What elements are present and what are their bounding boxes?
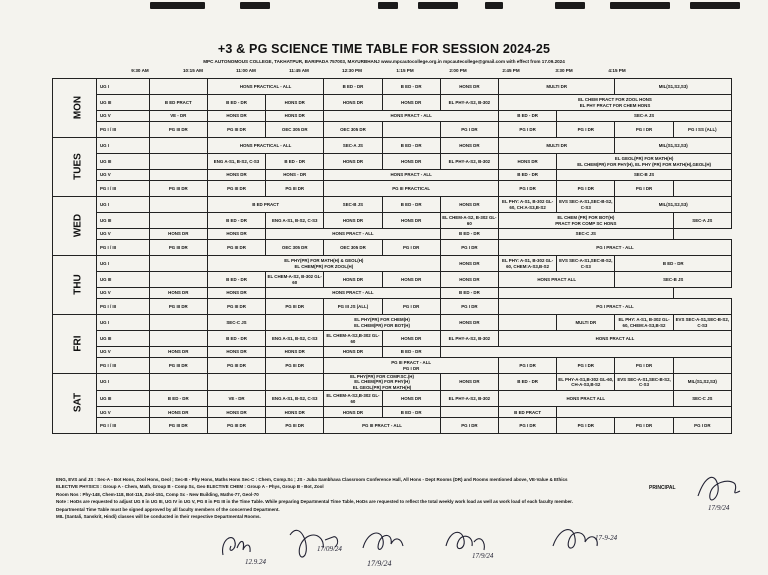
- schedule-cell: B ED - DR: [382, 407, 440, 418]
- schedule-cell: HONS DR: [266, 407, 324, 418]
- schedule-cell: EL CHEM-A-S2,B-302 GL-60: [324, 331, 382, 347]
- schedule-cell: B ED - DR: [324, 79, 382, 95]
- schedule-cell: HONS DR: [207, 288, 265, 299]
- table-row: [53, 347, 732, 358]
- schedule-cell: PG III DR: [266, 299, 324, 315]
- schedule-cell: PG I DR: [498, 358, 556, 374]
- schedule-cell: HONS DR: [382, 272, 440, 288]
- schedule-cell: HONS DR: [266, 111, 324, 122]
- table-row: [53, 170, 732, 181]
- class-label: UG I: [96, 256, 149, 272]
- schedule-cell: PG I DR: [673, 418, 731, 434]
- principal-signature-date: 17/9/24: [708, 504, 730, 512]
- schedule-cell: PG III DR: [266, 181, 324, 197]
- schedule-cell: B ED - DR: [382, 197, 440, 213]
- signature-1-date: 12.9.24: [245, 558, 266, 566]
- schedule-cell: VE - DR: [149, 111, 207, 122]
- schedule-cell: SEC-C JS: [673, 391, 731, 407]
- schedule-cell: [149, 197, 207, 213]
- schedule-cell: SEC-A JS: [557, 111, 732, 122]
- schedule-cell: PG I SS (ALL): [673, 122, 731, 138]
- note-line: MIL (Santali, Sanskrit, Hindi) classes will be conducted in their respective Departmental Rooms.: [56, 514, 261, 520]
- schedule-cell: [149, 213, 207, 229]
- table-row: [53, 256, 732, 272]
- schedule-cell: MIL(S1,S2,S3): [673, 374, 731, 391]
- schedule-cell: OEC 305 DR: [324, 240, 382, 256]
- schedule-cell: EL PHY-A-S2, B-302: [440, 391, 498, 407]
- schedule-cell: [149, 138, 207, 154]
- schedule-cell: EL CHEM-A-S2, B-302 GL-60: [440, 213, 498, 229]
- schedule-cell: HONS DR: [324, 407, 382, 418]
- schedule-cell: PG I DR: [557, 181, 615, 197]
- time-slot: 9:30 AM: [131, 68, 149, 73]
- schedule-cell: HONS DR: [324, 272, 382, 288]
- schedule-cell: B ED - DR: [498, 374, 556, 391]
- schedule-cell: PG III DR: [149, 418, 207, 434]
- schedule-cell: SEC-B JS: [324, 197, 382, 213]
- schedule-cell: PG I DR: [440, 418, 498, 434]
- table-row: [53, 299, 732, 315]
- class-label: UG III: [96, 391, 149, 407]
- schedule-cell: [498, 288, 673, 299]
- schedule-cell: PG I PRACT - ALL: [498, 299, 731, 315]
- class-label: UG I: [96, 374, 149, 391]
- signature-5: [545, 512, 635, 567]
- schedule-cell: EL PHY-A-S2, B-302: [440, 95, 498, 111]
- schedule-cell: HONS DR: [149, 288, 207, 299]
- schedule-cell: EL PHY-A-S2, B-302: [440, 331, 498, 347]
- time-slot: 10:15 AM: [183, 68, 203, 73]
- schedule-cell: HONS DR: [324, 347, 382, 358]
- schedule-cell: PG III DR: [207, 358, 265, 374]
- schedule-cell: HONS DR: [149, 229, 207, 240]
- schedule-cell: B ED - DR: [207, 272, 265, 288]
- table-row: [53, 213, 732, 229]
- class-label: UG III: [96, 95, 149, 111]
- schedule-cell: HONS DR: [382, 331, 440, 347]
- schedule-cell: HONS DR: [207, 229, 265, 240]
- table-row: [53, 418, 732, 434]
- schedule-cell: B ED PRACT: [207, 197, 323, 213]
- schedule-cell: EL CHEM (PR) FOR BOT(H) PRACT FOR COMP SC HONS: [498, 213, 673, 229]
- schedule-cell: PG I DR: [440, 240, 498, 256]
- schedule-cell: [149, 154, 207, 170]
- schedule-cell: EVS SEC-A-S1,SEC-B-S2, C-S3: [557, 197, 615, 213]
- schedule-cell: B ED - DR: [207, 95, 265, 111]
- schedule-cell: HONS - DR: [266, 170, 324, 181]
- schedule-cell: [557, 407, 732, 418]
- table-row: [53, 331, 732, 347]
- note-line: Departmental Time Table must be signed approved by all faculty members of the concerned Department.: [56, 506, 280, 512]
- schedule-cell: PG III DR: [207, 418, 265, 434]
- schedule-cell: HONS DR: [149, 347, 207, 358]
- class-label: UG V: [96, 170, 149, 181]
- table-row: [53, 391, 732, 407]
- schedule-cell: PG III DR: [149, 240, 207, 256]
- schedule-cell: HONS DR: [266, 95, 324, 111]
- schedule-cell: EVS SEC-A-S1,SEC-B-S2, C-S3: [615, 374, 673, 391]
- schedule-cell: MIL(S1,S2,S3): [615, 79, 732, 95]
- schedule-cell: HONS DR: [324, 213, 382, 229]
- class-label: UG V: [96, 347, 149, 358]
- schedule-cell: B ED - DR: [207, 331, 265, 347]
- schedule-cell: HONS PRACT - ALL: [324, 111, 499, 122]
- schedule-cell: PG III DR: [207, 299, 265, 315]
- schedule-cell: OEC 305 DR: [266, 122, 324, 138]
- schedule-cell: HONS DR: [440, 315, 498, 331]
- schedule-cell: OEC 305 DR: [324, 122, 382, 138]
- schedule-cell: B ED - DR: [266, 154, 324, 170]
- schedule-cell: HONS DR: [207, 347, 265, 358]
- schedule-cell: HONS DR: [266, 347, 324, 358]
- schedule-cell: [498, 315, 556, 331]
- class-label: UG I: [96, 79, 149, 95]
- schedule-cell: MIL(S1,S2,S3): [615, 138, 732, 154]
- class-label: UG V: [96, 111, 149, 122]
- class-label: UG III: [96, 213, 149, 229]
- principal-label: PRINCIPAL: [649, 485, 676, 491]
- schedule-cell: HONS PRACT ALL: [498, 391, 673, 407]
- schedule-cell: [266, 315, 324, 331]
- time-slot: 1:15 PM: [396, 68, 414, 73]
- note-line: ENG, EVS and JS : Sec-A - Bot Hons, Zool Hons, Geol ; Sec-B - Phy Hons, Maths Hons Sec-C : Chem, Comp.Sc ; JS - Juba Sambhava Classroom Conference Hall, All Hons - Dept Rooms (DR) and Rooms mentioned above, VE-Value & Ethics: [56, 477, 568, 482]
- schedule-cell: EL PHY(PR) FOR MATH(H) & GEOL(H) EL CHEM(PR) FOR ZOOL(H): [207, 256, 440, 272]
- time-slot: 2:45 PM: [502, 68, 520, 73]
- signature-5-date: 17-9-24: [595, 534, 618, 542]
- schedule-cell: PG I DR: [498, 122, 556, 138]
- schedule-cell: HONS DR: [382, 213, 440, 229]
- schedule-cell: B ED - DR: [382, 79, 440, 95]
- schedule-cell: PG I DR: [382, 299, 440, 315]
- schedule-cell: HONS DR: [440, 272, 498, 288]
- schedule-cell: B ED - DR: [207, 213, 265, 229]
- schedule-cell: [149, 331, 207, 347]
- signature-3-date: 17/9/24: [367, 559, 392, 568]
- schedule-cell: PG III DR: [149, 181, 207, 197]
- schedule-cell: EL PHY: A-S1, B-302 GL-60, CHEM:A-S3,B-S2: [498, 256, 556, 272]
- schedule-cell: EL CHEM-A-S2,B-302 GL-60: [324, 391, 382, 407]
- schedule-cell: PG III DR: [149, 122, 207, 138]
- day-label: FRI: [72, 334, 84, 352]
- table-row: [53, 374, 732, 391]
- schedule-cell: PG III DR: [266, 418, 324, 434]
- schedule-cell: B ED - DR: [498, 170, 556, 181]
- schedule-cell: PG III JS (ALL): [324, 299, 382, 315]
- signature-2-date: 17/09/24: [317, 545, 342, 553]
- schedule-cell: [149, 272, 207, 288]
- table-row: [53, 315, 732, 331]
- table-row: [53, 138, 732, 154]
- schedule-cell: PG I DR: [557, 122, 615, 138]
- schedule-cell: MULTI DR: [498, 79, 614, 95]
- class-label: UG V: [96, 229, 149, 240]
- schedule-cell: [382, 122, 440, 138]
- schedule-cell: HONS DR: [382, 95, 440, 111]
- schedule-cell: ENG A-S1, B-S2, C-S3: [266, 331, 324, 347]
- schedule-cell: ENG A-S1, B-S2, C-S3: [207, 154, 265, 170]
- schedule-cell: B ED - DR: [440, 288, 498, 299]
- time-slot: 2:00 PM: [449, 68, 467, 73]
- day-label: TUES: [72, 152, 84, 180]
- table-row: [53, 288, 732, 299]
- schedule-cell: EL CHEM PRACT FOR ZOOL HONS EL PHY PRACT FOR CHEM HONS: [498, 95, 731, 111]
- class-label: UG I: [96, 197, 149, 213]
- schedule-cell: HONS DR: [440, 138, 498, 154]
- schedule-cell: EL PHY: A-S1, B-302 GL-60, CHEM:A-S3,B-S2: [615, 315, 673, 331]
- schedule-cell: PG I DR: [498, 181, 556, 197]
- schedule-cell: PG I DR: [615, 418, 673, 434]
- schedule-cell: B ED - DR: [498, 111, 556, 122]
- schedule-cell: [149, 79, 207, 95]
- schedule-cell: HONS DR: [440, 374, 498, 391]
- class-label: PG I / III: [96, 240, 149, 256]
- signature-4: [440, 520, 520, 570]
- schedule-cell: [149, 315, 207, 331]
- table-row: [53, 407, 732, 418]
- table-row: [53, 358, 732, 374]
- class-label: UG I: [96, 315, 149, 331]
- schedule-cell: B ED - DR: [615, 256, 732, 272]
- schedule-cell: EL PHY(PR) FOR COMP.SC.(H) EL CHEM(PR) FOR PHY(H) EL GEOL(PR) FOR MATH(H): [324, 374, 440, 391]
- schedule-cell: EVS SEC-A-S1,SEC-B-S2, C-S3: [557, 256, 615, 272]
- class-label: UG III: [96, 331, 149, 347]
- signature-1: [215, 520, 275, 570]
- schedule-cell: HONS DR: [207, 170, 265, 181]
- schedule-cell: EL CHEM-A-S2, B-302 GL-60: [266, 272, 324, 288]
- schedule-cell: HONS DR: [382, 154, 440, 170]
- schedule-cell: MULTI DR: [557, 315, 615, 331]
- table-row: [53, 272, 732, 288]
- page-title: +3 & PG SCIENCE TIME TABLE FOR SESSION 2024-25: [217, 42, 551, 56]
- schedule-cell: PG III PRACT - ALL: [324, 418, 440, 434]
- schedule-cell: HONS PRACT - ALL: [266, 229, 441, 240]
- note-line: Note : HoDs are requested to adjust UG II in UG III, UG IV in UG V, PG II in PG III in the Time Table. While preparing Departmental Time Table, HoDs are requested to reflect the total weekly work load as well as work load of each faculty member.: [56, 499, 573, 505]
- schedule-cell: EL PHY: A-S1, B-302 GL-60, CH:A-S3,B-S2: [498, 197, 556, 213]
- schedule-cell: HONS DR: [440, 79, 498, 95]
- day-label: MON: [72, 95, 84, 119]
- schedule-cell: [440, 407, 498, 418]
- schedule-cell: HONS PRACT ALL: [498, 272, 614, 288]
- schedule-cell: OEC 305 DR: [266, 240, 324, 256]
- schedule-cell: SEC-B JS: [615, 272, 732, 288]
- schedule-cell: B ED - DR: [149, 391, 207, 407]
- time-slot: 3:30 PM: [555, 68, 573, 73]
- schedule-cell: HONS DR: [149, 407, 207, 418]
- class-label: UG I: [96, 138, 149, 154]
- day-label: WED: [72, 213, 84, 237]
- schedule-cell: B ED PRACT: [149, 95, 207, 111]
- schedule-cell: PG I DR: [557, 418, 615, 434]
- time-slot: 11:45 AM: [289, 68, 309, 73]
- signature-2: [285, 515, 365, 570]
- schedule-cell: EVS SEC-A-S1,SEC-B-S2, C-S3: [673, 315, 731, 331]
- signature-3: [355, 518, 425, 573]
- class-label: PG I / III: [96, 181, 149, 197]
- class-label: UG V: [96, 288, 149, 299]
- timetable: [52, 78, 732, 434]
- schedule-cell: [440, 347, 731, 358]
- schedule-cell: B ED - DR: [440, 229, 498, 240]
- schedule-cell: MIL(S1,S2,S3): [615, 197, 732, 213]
- schedule-cell: HONS DR: [440, 197, 498, 213]
- schedule-cell: HONS PRACTICAL - ALL: [207, 79, 323, 95]
- schedule-cell: SEC-A JS: [324, 138, 382, 154]
- college-header: MPC AUTONOMOUS COLLEGE, TAKHATPUR, BARIPADA 757003, MAYURBHANJ www.mpcautocollege.org.in mpcautecollege@gmail.com with effect from 17.09.2024: [203, 59, 565, 64]
- schedule-cell: [149, 170, 207, 181]
- schedule-cell: PG I DR: [440, 299, 498, 315]
- schedule-cell: PG III DR: [149, 299, 207, 315]
- schedule-cell: [149, 256, 207, 272]
- table-row: [53, 95, 732, 111]
- schedule-cell: HONS PRACT ALL: [498, 331, 731, 347]
- schedule-cell: PG I DR: [615, 122, 673, 138]
- schedule-cell: PG III DR: [149, 358, 207, 374]
- time-slot: 4:15 PM: [608, 68, 626, 73]
- day-label: THU: [72, 273, 84, 295]
- table-row: [53, 197, 732, 213]
- schedule-cell: PG I DR: [440, 122, 498, 138]
- time-slot: 11:00 AM: [236, 68, 256, 73]
- schedule-cell: HONS PRACT - ALL: [324, 170, 499, 181]
- signature-4-date: 17/9/24: [472, 552, 494, 560]
- schedule-cell: PG I DR: [498, 418, 556, 434]
- schedule-cell: SEC-B JS: [557, 170, 732, 181]
- schedule-cell: B ED PRACT: [498, 407, 556, 418]
- schedule-cell: HONS DR: [207, 111, 265, 122]
- table-row: [53, 154, 732, 170]
- schedule-cell: [266, 374, 324, 391]
- schedule-cell: HONS PRACT - ALL: [266, 288, 441, 299]
- class-label: PG I / III: [96, 418, 149, 434]
- note-line: ELECTIVE PHYSICS : Group A - Chem, Math, Group B - Comp Sc, Geo ELECTIVE CHEM : Group A - Phys, Group B - Bot, Zool: [56, 484, 324, 490]
- schedule-cell: PG I PRACT - ALL: [498, 240, 731, 256]
- table-row: [53, 181, 732, 197]
- schedule-cell: VE - DR: [207, 391, 265, 407]
- schedule-cell: HONS DR: [324, 95, 382, 111]
- schedule-cell: PG III DR: [207, 240, 265, 256]
- schedule-cell: B ED - DR: [382, 347, 440, 358]
- schedule-cell: EL GEOL(PR) FOR MATH(H) EL CHEM(PR) FOR PHY(H), EL PHY (PR) FOR MATH(H),GEOL(H): [557, 154, 732, 170]
- schedule-cell: HONS PRACTICAL - ALL: [207, 138, 323, 154]
- table-row: [53, 122, 732, 138]
- class-label: UG V: [96, 407, 149, 418]
- schedule-cell: ENG A-S1, B-S2, C-S3: [266, 213, 324, 229]
- table-row: [53, 229, 732, 240]
- table-row: [53, 240, 732, 256]
- table-row: [53, 111, 732, 122]
- schedule-cell: [673, 358, 731, 374]
- schedule-cell: [149, 374, 207, 391]
- class-label: UG III: [96, 154, 149, 170]
- schedule-cell: SEC-C JS: [207, 315, 265, 331]
- schedule-cell: [207, 374, 265, 391]
- class-label: PG I / III: [96, 299, 149, 315]
- schedule-cell: B ED - DR: [382, 138, 440, 154]
- schedule-cell: PG III DR: [207, 181, 265, 197]
- schedule-cell: PG I DR: [615, 358, 673, 374]
- time-slot-header: [0, 68, 768, 78]
- table-row: [53, 79, 732, 95]
- schedule-cell: HONS DR: [324, 154, 382, 170]
- schedule-cell: HONS DR: [498, 154, 556, 170]
- schedule-cell: SEC-A JS: [673, 213, 731, 229]
- schedule-cell: HONS DR: [440, 256, 498, 272]
- class-label: PG I / III: [96, 122, 149, 138]
- class-label: UG III: [96, 272, 149, 288]
- class-label: PG I / III: [96, 358, 149, 374]
- schedule-cell: EL PHY-A-S2, B-302: [440, 154, 498, 170]
- schedule-cell: EL PHY-A-S1,B-302 GL-60, CH-A-S3,B-S2: [557, 374, 615, 391]
- schedule-cell: SEC-C JS: [498, 229, 673, 240]
- schedule-cell: MULTI DR: [498, 138, 614, 154]
- schedule-cell: PG III PRACT - ALL PG I DR: [324, 358, 499, 374]
- schedule-cell: PG III DR: [266, 358, 324, 374]
- schedule-cell: PG III DR: [207, 122, 265, 138]
- day-label: SAT: [72, 392, 84, 412]
- schedule-cell: PG I DR: [615, 181, 673, 197]
- notes: [56, 476, 746, 520]
- schedule-cell: PG I DR: [557, 358, 615, 374]
- schedule-cell: [673, 181, 731, 197]
- schedule-cell: HONS DR: [382, 391, 440, 407]
- schedule-cell: ENG A-S1, B-S2, C-S3: [266, 391, 324, 407]
- schedule-cell: PG I DR: [382, 240, 440, 256]
- time-slot: 12:30 PM: [342, 68, 362, 73]
- principal-signature: [690, 466, 760, 526]
- scan-artifact-bar: [0, 0, 768, 16]
- schedule-cell: PG III PRACTICAL: [324, 181, 499, 197]
- note-line: Room Nos : Phy-148, Chem-118, Bot-115, Zool-151, Comp Sc - New Building, Maths-77, Geol-70: [56, 491, 259, 497]
- schedule-cell: EL PHY(PR) FOR CHEM(H) EL CHEM(PR) FOR BOT(H): [324, 315, 440, 331]
- schedule-cell: HONS DR: [207, 407, 265, 418]
